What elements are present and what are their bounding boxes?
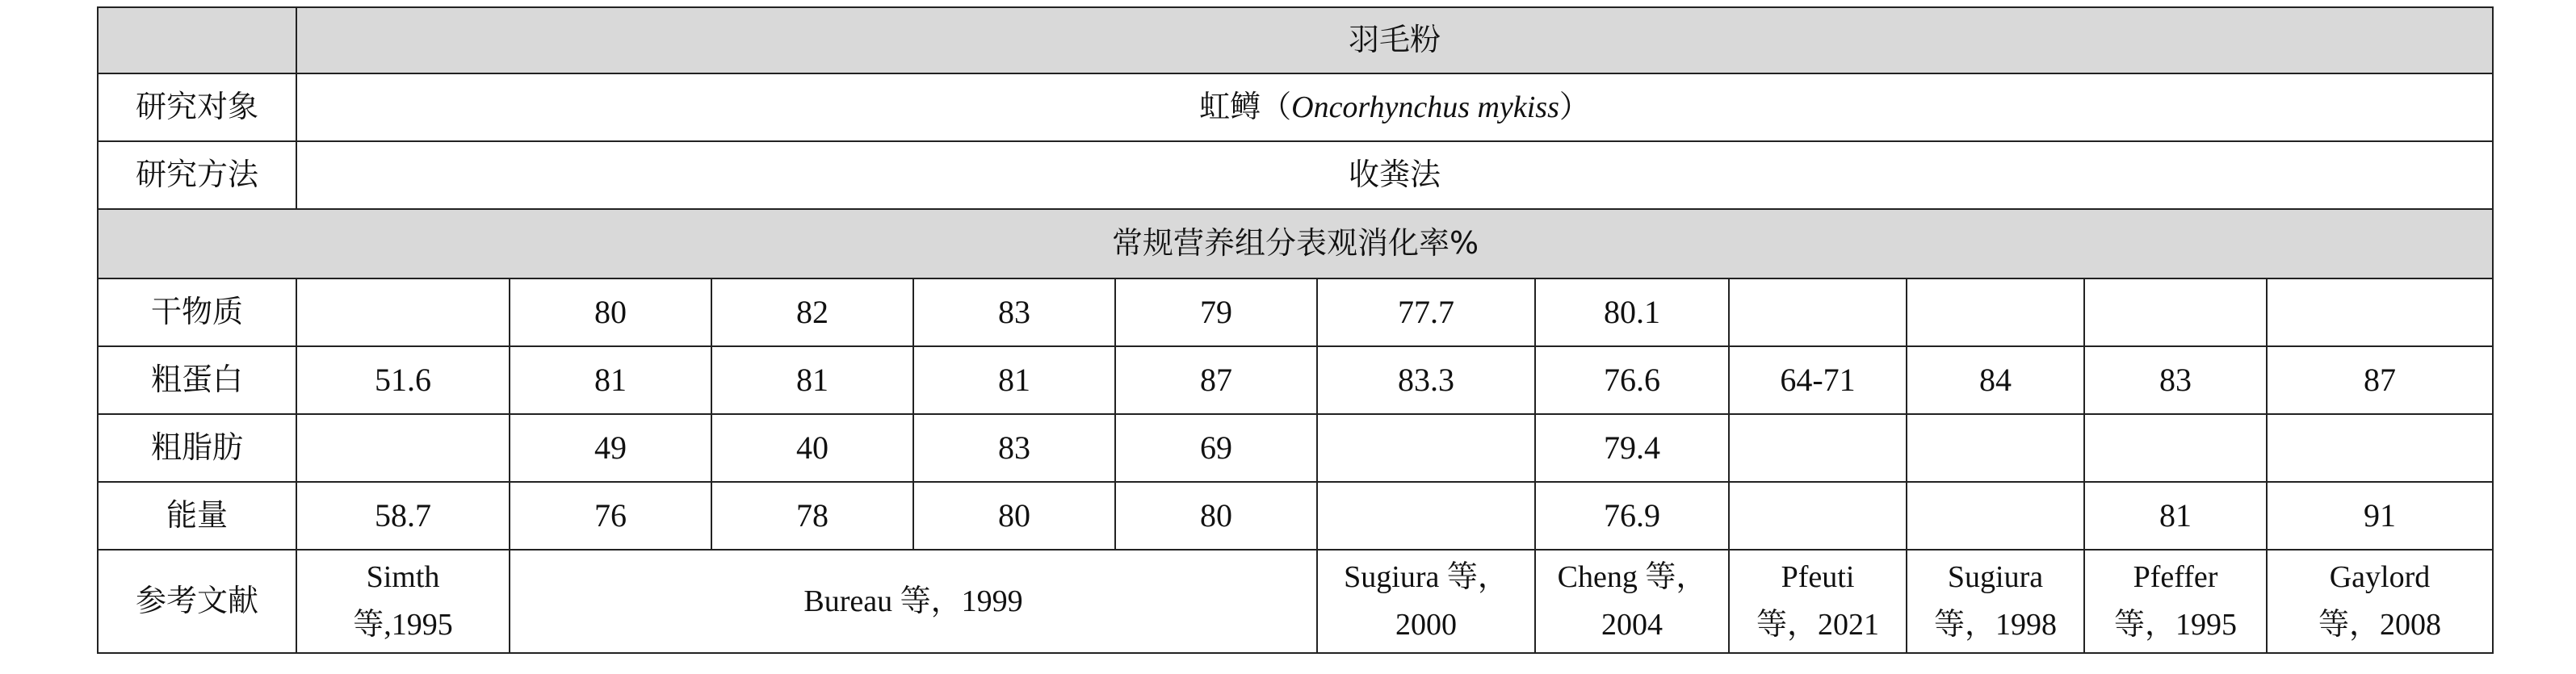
value-cell: 82	[711, 278, 913, 346]
reference-line: Simth	[366, 560, 440, 595]
table-row-crude-protein	[98, 346, 2493, 414]
value-cell	[2084, 278, 2267, 346]
reference-line: Gaylord	[2329, 560, 2431, 595]
row-label: 干物质	[98, 278, 296, 346]
nutrient-digestibility-table-container	[97, 6, 2494, 654]
reference-cell	[2267, 550, 2493, 653]
value-cell	[2084, 414, 2267, 482]
value-cell	[1729, 482, 1907, 550]
reference-line: Bureau 等，1999	[803, 584, 1023, 618]
row-label: 粗脂肪	[98, 414, 296, 482]
reference-cell	[1907, 550, 2084, 653]
method-label: 研究方法	[98, 141, 296, 209]
value-cell: 80.1	[1535, 278, 1729, 346]
value-cell: 80	[913, 482, 1115, 550]
method-value: 收粪法	[296, 141, 2493, 209]
value-cell: 77.7	[1317, 278, 1535, 346]
value-cell	[296, 414, 510, 482]
value-cell	[1729, 278, 1907, 346]
value-cell: 79	[1115, 278, 1317, 346]
value-cell: 79.4	[1535, 414, 1729, 482]
value-cell: 83	[913, 278, 1115, 346]
references-label: 参考文献	[98, 550, 296, 653]
reference-line: 等,1995	[353, 608, 453, 642]
reference-line: 2000	[1395, 608, 1457, 642]
subject-cn: 虹鳟（	[1199, 88, 1292, 124]
value-cell: 58.7	[296, 482, 510, 550]
reference-line: 等，2008	[2318, 608, 2441, 642]
reference-line: 等，1998	[1933, 608, 2057, 642]
value-cell: 80	[1115, 482, 1317, 550]
subject-latin: Oncorhynchus mykiss	[1291, 90, 1559, 124]
row-label: 能量	[98, 482, 296, 550]
value-cell: 87	[2267, 346, 2493, 414]
value-cell: 40	[711, 414, 913, 482]
value-cell: 76.9	[1535, 482, 1729, 550]
corner-cell	[98, 7, 296, 73]
reference-line: 等，2021	[1756, 608, 1879, 642]
value-cell: 87	[1115, 346, 1317, 414]
reference-line: Pfeuti	[1781, 560, 1855, 595]
value-cell	[1907, 482, 2084, 550]
value-cell	[1317, 414, 1535, 482]
reference-cell	[510, 550, 1317, 653]
value-cell: 51.6	[296, 346, 510, 414]
table-row-references	[98, 550, 2493, 653]
value-cell: 84	[1907, 346, 2084, 414]
value-cell: 83	[913, 414, 1115, 482]
table-row-energy	[98, 482, 2493, 550]
value-cell: 76	[510, 482, 711, 550]
value-cell: 76.6	[1535, 346, 1729, 414]
value-cell: 91	[2267, 482, 2493, 550]
value-cell: 81	[711, 346, 913, 414]
table-row-crude-fat	[98, 414, 2493, 482]
subject-label: 研究对象	[98, 73, 296, 141]
reference-cell	[1317, 550, 1535, 653]
reference-cell	[2084, 550, 2267, 653]
value-cell	[1907, 278, 2084, 346]
nutrient-digestibility-table	[97, 6, 2494, 654]
value-cell: 49	[510, 414, 711, 482]
value-cell	[296, 278, 510, 346]
reference-cell	[1535, 550, 1729, 653]
subject-close: ）	[1559, 88, 1590, 124]
value-cell	[1729, 414, 1907, 482]
value-cell: 81	[2084, 482, 2267, 550]
subject-value	[296, 73, 2493, 141]
section-title: 常规营养组分表观消化率%	[98, 209, 2493, 278]
reference-line: Sugiura 等，	[1344, 560, 1508, 595]
reference-cell	[1729, 550, 1907, 653]
reference-line: Cheng 等，	[1557, 560, 1707, 595]
reference-line: Sugiura	[1947, 560, 2044, 595]
value-cell	[1317, 482, 1535, 550]
value-cell: 83	[2084, 346, 2267, 414]
value-cell: 69	[1115, 414, 1317, 482]
reference-line: Pfeffer	[2133, 560, 2218, 595]
value-cell: 78	[711, 482, 913, 550]
value-cell	[1907, 414, 2084, 482]
reference-cell	[296, 550, 510, 653]
reference-line: 2004	[1601, 608, 1663, 642]
value-cell	[2267, 278, 2493, 346]
value-cell: 81	[510, 346, 711, 414]
value-cell: 81	[913, 346, 1115, 414]
table-title: 羽毛粉	[296, 7, 2493, 73]
reference-line: 等，1995	[2113, 608, 2237, 642]
value-cell	[2267, 414, 2493, 482]
value-cell: 83.3	[1317, 346, 1535, 414]
row-label: 粗蛋白	[98, 346, 296, 414]
table-row-dry-matter	[98, 278, 2493, 346]
value-cell: 80	[510, 278, 711, 346]
value-cell: 64-71	[1729, 346, 1907, 414]
